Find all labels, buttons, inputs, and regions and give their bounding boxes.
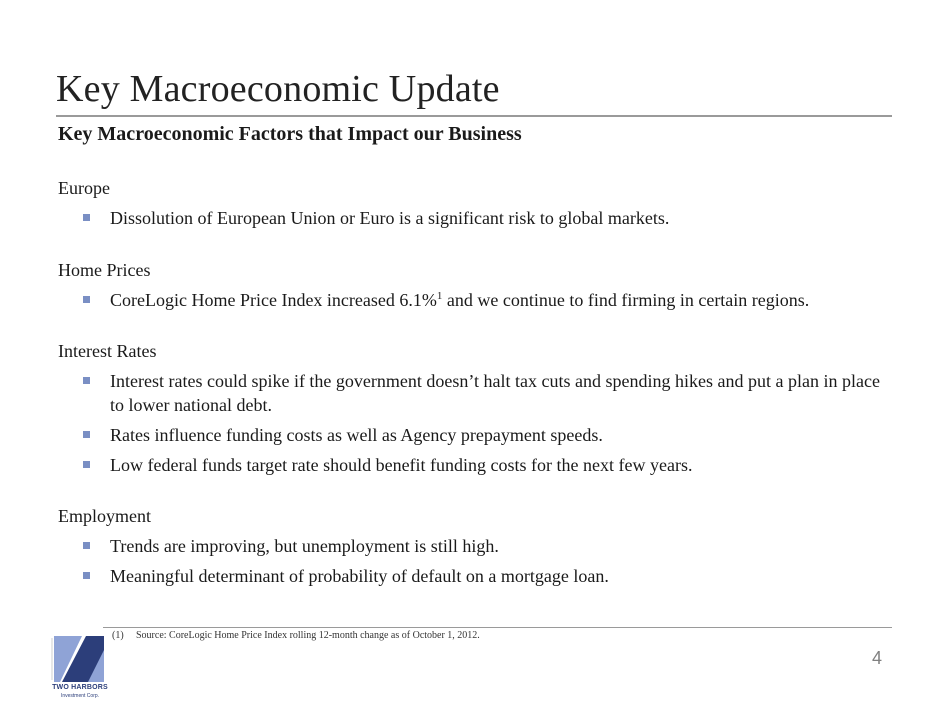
section-europe (58, 176, 888, 230)
bullet-text: Rates influence funding costs as well as Agency prepayment speeds. (110, 425, 603, 445)
bullet-text-continued: and we continue to find firming in certain regions. (442, 290, 810, 310)
logo-wordmark: TWO HARBORS (52, 684, 108, 691)
bullet-text: Trends are improving, but unemployment is still high. (110, 536, 499, 556)
section-heading: Home Prices (58, 260, 151, 280)
square-bullet-icon (83, 572, 90, 579)
square-bullet-icon (83, 542, 90, 549)
slide-title: Key Macroeconomic Update (56, 68, 500, 110)
section-heading: Europe (58, 178, 110, 198)
bullet-item (58, 453, 888, 477)
bullet-list (58, 206, 888, 230)
square-bullet-icon (83, 214, 90, 221)
bullet-list (58, 534, 888, 588)
section-heading: Employment (58, 506, 151, 526)
bullet-item (58, 534, 888, 558)
bullet-text: Dissolution of European Union or Euro is a significant risk to global markets. (110, 208, 670, 228)
section-home-prices (58, 258, 888, 312)
title-divider (56, 115, 892, 117)
footnote (112, 630, 480, 641)
bullet-item (58, 423, 888, 447)
bullet-text: Interest rates could spike if the government doesn’t halt tax cuts and spending hikes and put a plan in place to lower national debt. (110, 371, 880, 415)
slide-content (58, 176, 888, 588)
section-employment (58, 504, 888, 588)
logo-tagline: Investment Corp. (60, 693, 100, 699)
square-bullet-icon (83, 377, 90, 384)
bullet-text: CoreLogic Home Price Index increased 6.1% (110, 290, 437, 310)
bullet-item (58, 369, 888, 417)
footer-divider (103, 627, 892, 628)
footnote-number: (1) (112, 630, 124, 641)
square-bullet-icon (83, 296, 90, 303)
square-bullet-icon (83, 461, 90, 468)
footnote-reference: 1 (436, 290, 443, 302)
bullet-list (58, 288, 888, 312)
bullet-text: Low federal funds target rate should benefit funding costs for the next few years. (110, 455, 693, 475)
bullet-item (58, 206, 888, 230)
section-heading: Interest Rates (58, 341, 157, 361)
section-interest-rates (58, 339, 888, 477)
bullet-item (58, 564, 888, 588)
bullet-text: Meaningful determinant of probability of default on a mortgage loan. (110, 566, 609, 586)
footnote-text: Source: CoreLogic Home Price Index rolling 12-month change as of October 1, 2012. (136, 630, 480, 641)
bullet-item (58, 288, 888, 312)
page-number: 4 (872, 648, 883, 668)
bullet-list (58, 369, 888, 477)
square-bullet-icon (83, 431, 90, 438)
slide-subtitle: Key Macroeconomic Factors that Impact our Business (58, 123, 522, 145)
